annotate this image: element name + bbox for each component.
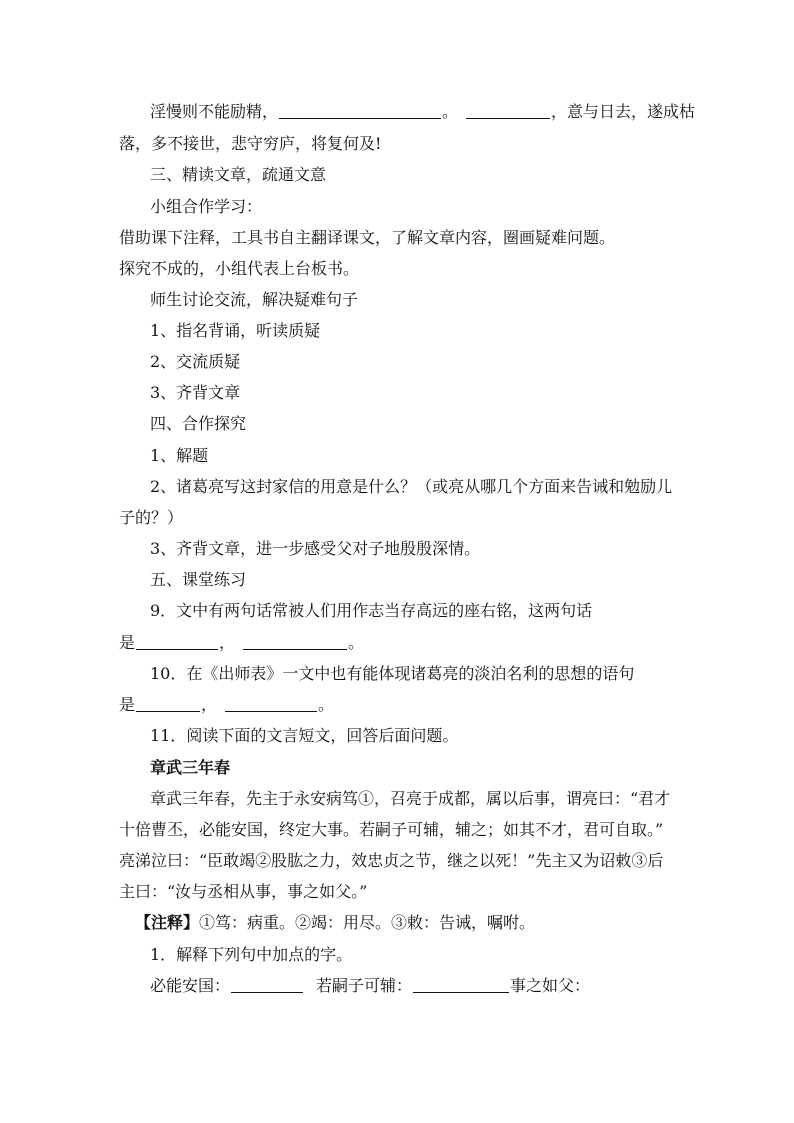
note-line: 【注释】①笃：病重。②竭：用尽。③敕：告诫，嘱咐。 xyxy=(135,913,536,932)
paragraph-line: 借助课下注释，工具书自主翻译课文，了解文章内容，圈画疑难问题。 xyxy=(119,228,616,247)
list-item: 1、指名背诵，听读质疑 xyxy=(150,321,321,340)
list-item: 3、齐背文章，进一步感受父对子地殷殷深情。 xyxy=(150,539,481,558)
question-answer-line: 是 ， 。 xyxy=(119,695,335,714)
passage-line: 主曰：“汝与丞相从事，事之如父。” xyxy=(119,882,368,901)
question-answer-line: 必能安国： 若嗣子可辅： 事之如父： xyxy=(150,976,591,995)
section-heading: 五、课堂练习 xyxy=(150,570,247,589)
question-text: 10．在《出师表》一文中也有能体现诸葛亮的淡泊名利的思想的语句 xyxy=(150,664,635,683)
section-heading: 三、精读文章，疏通文意 xyxy=(150,165,327,184)
paragraph-line: 探究不成的，小组代表上台板书。 xyxy=(119,259,360,278)
question-text: 9．文中有两句话常被人们用作志当存高远的座右铭，这两句话 xyxy=(150,601,593,620)
section-heading: 四、合作探究 xyxy=(150,414,247,433)
answer-blank[interactable] xyxy=(413,978,509,993)
paragraph-line: 子的？） xyxy=(119,508,184,527)
answer-blank[interactable] xyxy=(466,104,550,119)
answer-blank[interactable] xyxy=(279,104,441,119)
passage-line: 章武三年春，先主于永安病笃①，召亮于成都，属以后事，谓亮曰：“君才 xyxy=(150,789,671,808)
answer-blank[interactable] xyxy=(225,697,317,712)
list-item: 2、诸葛亮写这封家信的用意是什么？（或亮从哪几个方面来告诫和勉励儿 xyxy=(150,477,673,496)
answer-blank[interactable] xyxy=(243,635,347,650)
question-text: 11．阅读下面的文言短文，回答后面问题。 xyxy=(150,726,459,745)
paragraph-line: 淫慢则不能励精， 。 ，意与日去，遂成枯 xyxy=(150,102,696,121)
passage-title: 章武三年春 xyxy=(150,758,231,777)
note-label: 【注释】 xyxy=(135,913,200,932)
list-item: 3、齐背文章 xyxy=(150,383,241,402)
passage-line: 十倍曹丕，必能安国，终定大事。若嗣子可辅，辅之；如其不才，君可自取。” xyxy=(119,820,664,839)
list-item: 1、解题 xyxy=(150,446,209,465)
paragraph-line: 小组合作学习： xyxy=(150,197,263,216)
paragraph-line: 落，多不接世，悲守穷庐，将复何及! xyxy=(119,134,382,153)
answer-blank[interactable] xyxy=(136,635,218,650)
question-text: 1．解释下列句中加点的字。 xyxy=(150,945,353,964)
passage-line: 亮涕泣曰：“臣敢竭②股肱之力，效忠贞之节，继之以死！”先主又为诏敕③后 xyxy=(119,851,664,870)
answer-blank[interactable] xyxy=(231,978,303,993)
paragraph-line: 师生讨论交流，解决疑难句子 xyxy=(150,290,359,309)
answer-blank[interactable] xyxy=(136,697,200,712)
question-answer-line: 是 ， 。 xyxy=(119,633,365,652)
list-item: 2、交流质疑 xyxy=(150,352,241,371)
